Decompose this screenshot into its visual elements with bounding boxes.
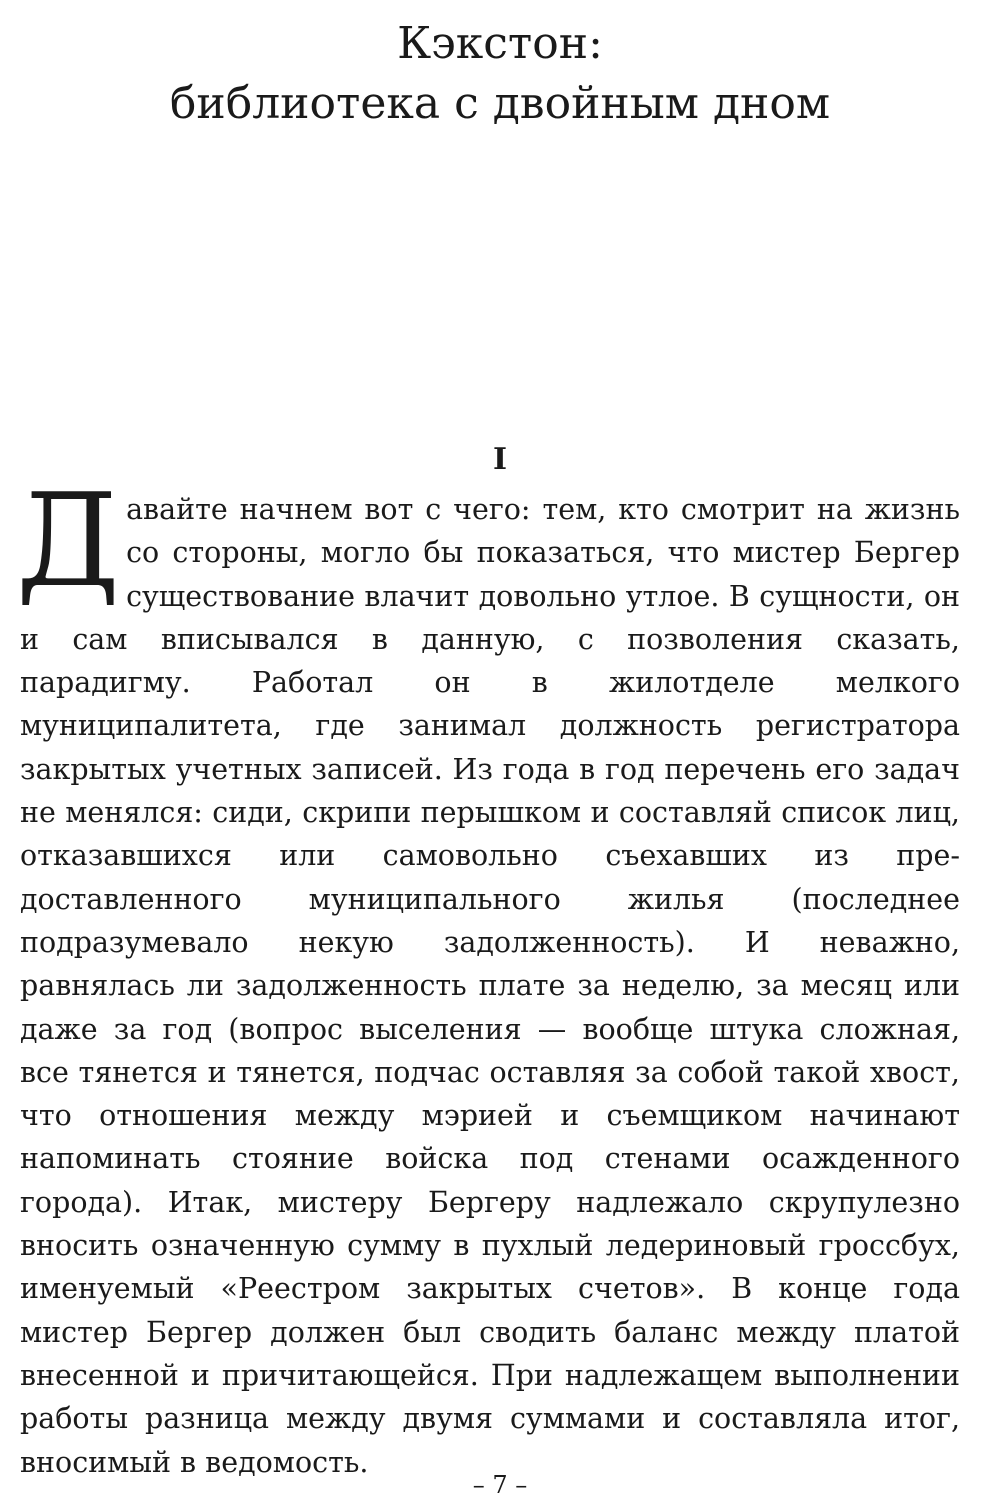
chapter-title-line-2: библиотека с двойным дном [169,78,831,129]
body-paragraph [16,467,960,1484]
chapter-title [0,14,1000,134]
page-number: – 7 – [472,1471,528,1499]
drop-cap: Д [16,467,121,616]
chapter-title-line-1: Кэкстон: [397,18,603,69]
paragraph-text: авайте начнем вот с чего: тем, кто смотрит на жизнь со стороны, могло бы показаться, что мистер Бергер существование влачит довольно утлое. В сущности, он и сам вписывался в данную, с позволения сказать, парадигму. Работал он в жилотделе мелкого муниципалитета, где занимал должность регистратора закрытых учетных записей. Из года в год перечень его задач не менялся: сиди, скрипи перышком и составляй список лиц, отказавшихся или самовольно съехавших из предоставленного муниципального жилья (последнее подразумевало некую задолженность). И неважно, равнялась ли задолженность плате за неделю, за месяц или даже за год (вопрос выселения — вообще штука сложная, все тянется и тянется, подчас оставляя за собой такой хвост, что отношения между мэрией и съемщиком начинают напоминать стояние войска под стенами осажденного города). Итак, мистеру Бергеру надлежало скрупулезно вносить означенную сумму в пухлый ледериновый гроссбух, именуемый «Реестром закрытых счетов». В конце года мистер Бергер должен был сводить баланс между платой внесенной и причитающейся. При надлежащем выполнении работы разница между двумя суммами и составляла итог, вносимый в ведомость. [20,493,960,1479]
section-number: I [492,442,508,477]
